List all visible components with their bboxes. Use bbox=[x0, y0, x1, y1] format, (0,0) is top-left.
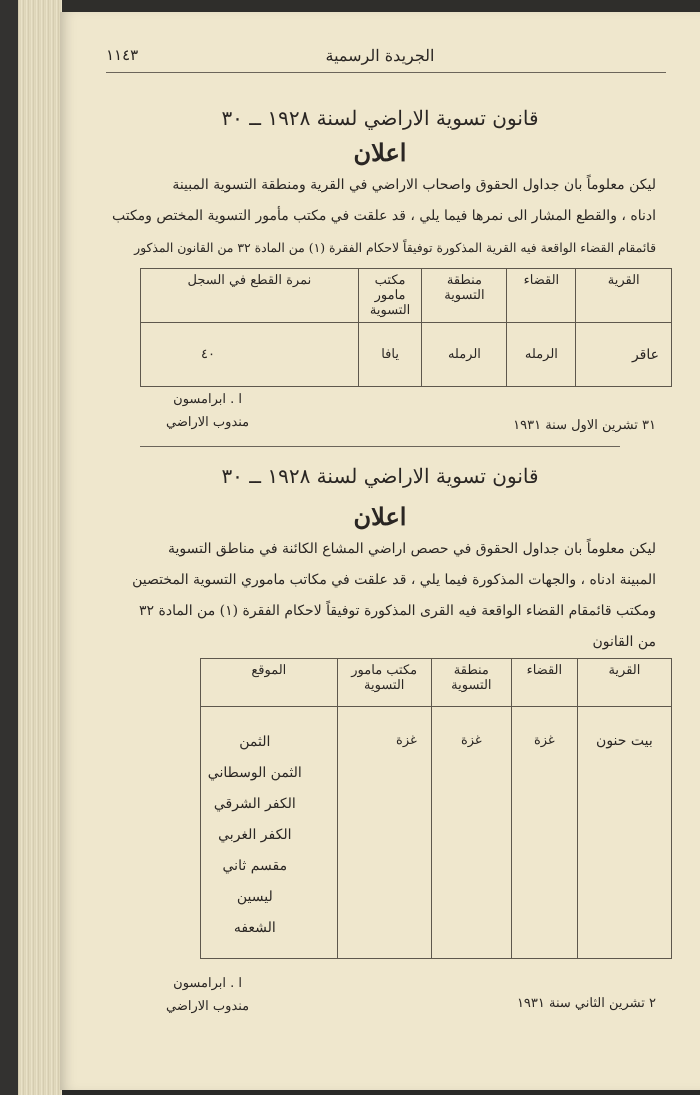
book-page-edges bbox=[0, 0, 62, 1095]
table-header-plot-numbers: نمرة القطع في السجل bbox=[141, 269, 359, 323]
page-number: ١١٤٣ bbox=[106, 46, 139, 64]
notice1-body bbox=[96, 170, 656, 263]
table-header-district: القضاء bbox=[511, 659, 577, 707]
notice2-subtitle: اعلان bbox=[353, 502, 407, 531]
signature-name: ا . ابرامسون bbox=[173, 392, 242, 407]
table-header-village: القرية bbox=[577, 659, 671, 707]
table-cell-zone: الرمله bbox=[422, 323, 507, 387]
page-header-title: الجريدة الرسمية bbox=[325, 46, 435, 65]
notice2-line: ومكتب قائمقام القضاء الواقعة فيه القرى المذكورة توفيقاً لاحكام الفقرة (١) من المادة ٣٢ bbox=[139, 603, 656, 619]
notice2-date: ٢ تشرين الثاني سنة ١٩٣١ bbox=[516, 996, 656, 1011]
table-cell-district: الرمله bbox=[507, 323, 576, 387]
notice2-title: قانون تسوية الاراضي لسنة ١٩٢٨ ــ ٣٠ bbox=[221, 464, 539, 488]
location-item: الكفر الشرقي bbox=[213, 796, 296, 812]
signature-title: مندوب الاراضي bbox=[166, 999, 250, 1014]
notice1-date: ٣١ تشرين الاول سنة ١٩٣١ bbox=[513, 418, 656, 433]
notice1-line: ليكن معلوماً بان جداول الحقوق واصحاب الاراضي في القرية ومنطقة التسوية المبينة bbox=[172, 177, 656, 193]
table-cell-office: غزة bbox=[337, 707, 431, 959]
location-item: الشعفه bbox=[233, 920, 276, 936]
notice1-table bbox=[140, 268, 672, 387]
table-cell-plot-number: ٤٠ bbox=[141, 323, 359, 387]
table-cell-zone: غزة bbox=[431, 707, 511, 959]
notice2-signature bbox=[166, 976, 249, 1014]
header-rule bbox=[106, 72, 666, 73]
table-header-village: القرية bbox=[576, 269, 672, 323]
signature-title: مندوب الاراضي bbox=[166, 415, 250, 430]
notice1-line: قائمقام القضاء الواقعة فيه القرية المذكورة توفيقاً لاحكام الفقرة (١) من المادة ٣٢ من القانون المذكور bbox=[134, 240, 656, 255]
table-header-office: مكتب مامور التسوية bbox=[337, 659, 431, 707]
table-header-zone: منطقة التسوية bbox=[431, 659, 511, 707]
notice2-line: من القانون bbox=[592, 634, 656, 650]
location-item: الكفر الغربي bbox=[218, 827, 292, 843]
book-top-edge bbox=[0, 0, 700, 12]
location-item: الثمن الوسطاني bbox=[207, 765, 302, 781]
gazette-page bbox=[60, 12, 700, 1090]
table-header-district: القضاء bbox=[507, 269, 576, 323]
notice1-signature bbox=[166, 392, 249, 430]
table-header-location: الموقع bbox=[201, 659, 338, 707]
table-header-zone: منطقة التسوية bbox=[422, 269, 507, 323]
section-divider bbox=[140, 446, 620, 447]
notice1-line: ادناه ، والقطع المشار الى نمرها فيما يلي ، قد علقت في مكتب مأمور التسوية المختص ومكتب bbox=[111, 208, 656, 224]
notice2-table bbox=[200, 658, 672, 959]
signature-name: ا . ابرامسون bbox=[173, 976, 242, 991]
location-item: الثمن bbox=[239, 734, 271, 750]
table-cell-office: يافا bbox=[358, 323, 422, 387]
table-cell-locations bbox=[201, 707, 338, 959]
table-cell-district: غزة bbox=[511, 707, 577, 959]
notice2-line: ليكن معلوماً بان جداول الحقوق في حصص اراضي المشاع الكائنة في مناطق التسوية bbox=[167, 541, 656, 557]
notice2-line: المبينة ادناه ، والجهات المذكورة فيما يلي ، قد علقت في مكاتب ماموري التسوية المختصين bbox=[132, 572, 656, 588]
table-cell-village: بيت حنون bbox=[577, 707, 671, 959]
location-item: مقسم ثاني bbox=[222, 858, 288, 874]
notice1-title: قانون تسوية الاراضي لسنة ١٩٢٨ ــ ٣٠ bbox=[221, 106, 539, 130]
notice2-body bbox=[96, 534, 656, 658]
table-header-office: مكتب مامور التسوية bbox=[358, 269, 422, 323]
location-item: ليسين bbox=[236, 889, 273, 905]
notice1-subtitle: اعلان bbox=[353, 138, 407, 167]
table-cell-village: عاقر bbox=[576, 323, 672, 387]
